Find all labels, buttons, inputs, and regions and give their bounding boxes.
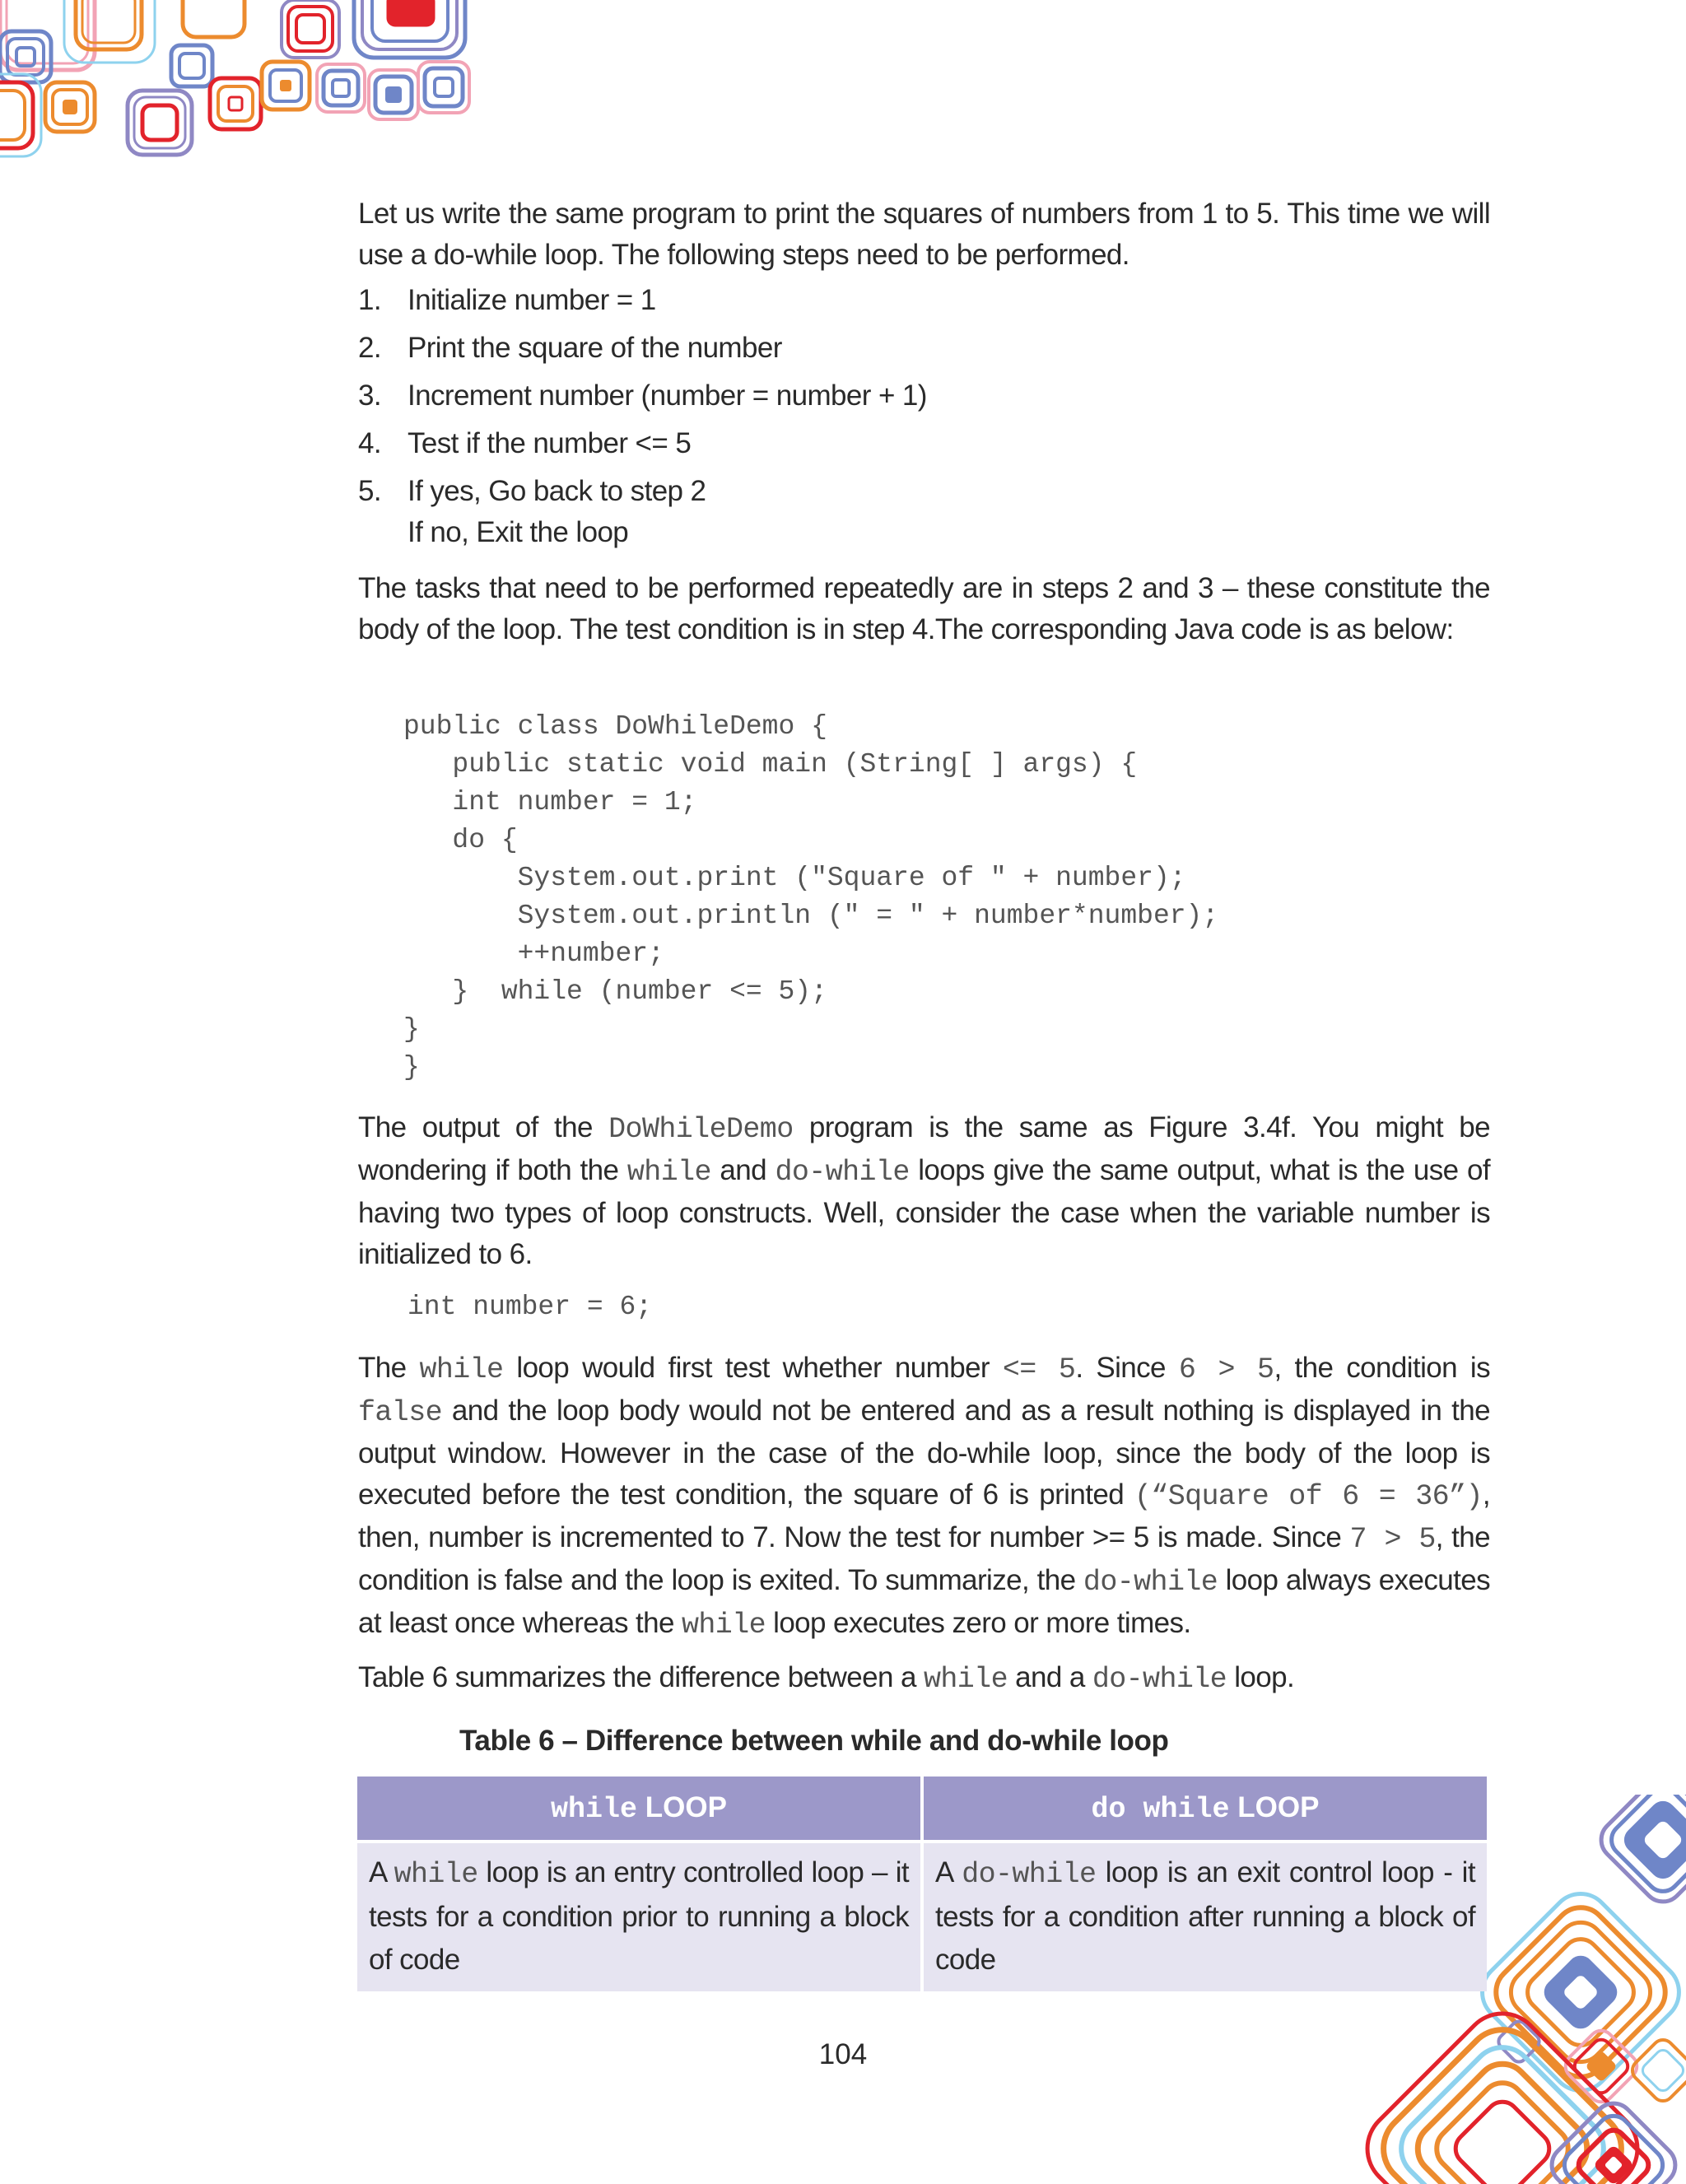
text-run: program is the same as Figure 3.4f. You might be wondering if both the bbox=[358, 1111, 1490, 1186]
inline-code: do-while bbox=[1083, 1566, 1218, 1599]
table-cell-do-while bbox=[924, 1843, 1487, 1991]
text-run: The output of the bbox=[358, 1111, 609, 1143]
step-number: 5. bbox=[358, 475, 381, 507]
step-text: Increment number (number = number + 1) bbox=[408, 380, 927, 412]
step-number: 4. bbox=[358, 427, 381, 459]
inline-code: do-while bbox=[962, 1858, 1097, 1891]
inline-code: while bbox=[681, 1609, 766, 1641]
inline-code: while bbox=[923, 1663, 1008, 1696]
header-text: LOOP bbox=[637, 1791, 727, 1823]
text-run: , the condition is bbox=[1274, 1352, 1490, 1384]
comparison-table bbox=[354, 1777, 1490, 1991]
inline-code: do-while bbox=[1092, 1663, 1227, 1696]
table-row bbox=[357, 1843, 1487, 1991]
text-run: Table 6 summarizes the difference between a bbox=[358, 1661, 924, 1693]
step-text-secondary: If no, Exit the loop bbox=[408, 516, 629, 548]
inline-code: while bbox=[394, 1858, 478, 1891]
list-item bbox=[358, 328, 1490, 369]
inline-code: 7 > 5 bbox=[1349, 1523, 1436, 1556]
intro-text: Let us write the same program to print the squares of numbers from 1 to 5. This time we will use a do-while loop. The following steps need to be performed. bbox=[358, 198, 1490, 271]
inline-code: 6 > 5 bbox=[1178, 1353, 1274, 1386]
table-caption: Table 6 – Difference between while and do-while loop bbox=[459, 1725, 1169, 1757]
text-run: and a bbox=[1008, 1661, 1092, 1693]
table-header-while bbox=[357, 1777, 920, 1843]
intro-paragraph bbox=[358, 193, 1490, 276]
inline-code: <= 5 bbox=[1002, 1353, 1076, 1386]
inline-code: while bbox=[626, 1156, 711, 1189]
list-item bbox=[358, 375, 1490, 417]
table-intro-text bbox=[358, 1657, 1490, 1700]
text-run: , the condition is false and the loop is exited. To summarize, the bbox=[358, 1521, 1491, 1596]
inline-code: DoWhileDemo bbox=[608, 1113, 794, 1146]
list-item bbox=[358, 471, 1490, 553]
text-run: and the loop body would not be entered and as a result nothing is displayed in the output window. However in the case of the do-while loop, since the body of the loop is executed before the test condition, the square of 6 is printed bbox=[358, 1395, 1490, 1511]
text-run: loop executes zero or more times. bbox=[766, 1607, 1191, 1639]
step-text: Initialize number = 1 bbox=[408, 284, 656, 316]
text-run: . Since bbox=[1075, 1352, 1179, 1384]
step-number: 3. bbox=[358, 380, 381, 412]
cell-text: A bbox=[369, 1856, 394, 1888]
explanation-paragraph bbox=[358, 1348, 1490, 1646]
output-text bbox=[358, 1107, 1490, 1275]
inline-code: while bbox=[419, 1353, 504, 1386]
java-code-block: public class DoWhileDemo { public static void main (String[ ] args) { int number = 1; do { System.out.print ("Square of " + number); System.out.println (" = " + number*number); ++number; } while (number <= 5); } } bbox=[403, 711, 1219, 1083]
inline-code: (“Square of 6 = 36”) bbox=[1134, 1480, 1483, 1513]
step-number: 1. bbox=[358, 284, 381, 316]
explanation-text bbox=[358, 1348, 1490, 1646]
text-run: loop. bbox=[1227, 1661, 1295, 1693]
step-text: Test if the number <= 5 bbox=[408, 427, 692, 459]
inline-code: false bbox=[358, 1396, 443, 1429]
output-paragraph bbox=[358, 1107, 1490, 1275]
text-run: loop always executes at least once whereas the bbox=[358, 1564, 1490, 1639]
text-run: The bbox=[358, 1352, 420, 1384]
text-run: loops give the same output, what is the use of having two types of loop constructs. Well, consider the case when the variable number is initialized to 6. bbox=[358, 1154, 1490, 1270]
step-text: Print the square of the number bbox=[408, 332, 782, 364]
steps-list bbox=[358, 280, 1490, 560]
list-item bbox=[358, 423, 1490, 464]
inline-code: do-while bbox=[775, 1156, 910, 1189]
table-intro-paragraph bbox=[358, 1657, 1490, 1700]
text-run: and bbox=[710, 1154, 775, 1186]
step-text: If yes, Go back to step 2 bbox=[408, 475, 706, 507]
table-header-row bbox=[357, 1777, 1487, 1843]
page-number: 104 bbox=[818, 2038, 868, 2070]
table-header-do-while bbox=[924, 1777, 1487, 1843]
cell-text: A bbox=[935, 1856, 962, 1888]
decorative-squares-top bbox=[0, 0, 494, 165]
cell-text: loop is an exit control loop - it tests for a condition after running a block of code bbox=[935, 1856, 1475, 1976]
text-run: , then, number is incremented to 7. Now the test for number >= 5 is made. Since bbox=[358, 1479, 1490, 1553]
body-paragraph bbox=[358, 568, 1490, 650]
body-text: The tasks that need to be performed repeatedly are in steps 2 and 3 – these constitute the body of the loop. The test condition is in step 4.The corresponding Java code is as below: bbox=[358, 572, 1490, 645]
header-code: while bbox=[551, 1792, 638, 1826]
text-run: loop would first test whether number bbox=[503, 1352, 1003, 1384]
table-cell-while bbox=[357, 1843, 920, 1991]
header-text: LOOP bbox=[1229, 1791, 1320, 1823]
step-number: 2. bbox=[358, 332, 381, 364]
header-code: do while bbox=[1091, 1792, 1230, 1826]
cell-text: loop is an entry controlled loop – it tests for a condition prior to running a block of code bbox=[369, 1856, 909, 1976]
list-item bbox=[358, 280, 1490, 321]
code-line: int number = 6; bbox=[408, 1292, 653, 1322]
